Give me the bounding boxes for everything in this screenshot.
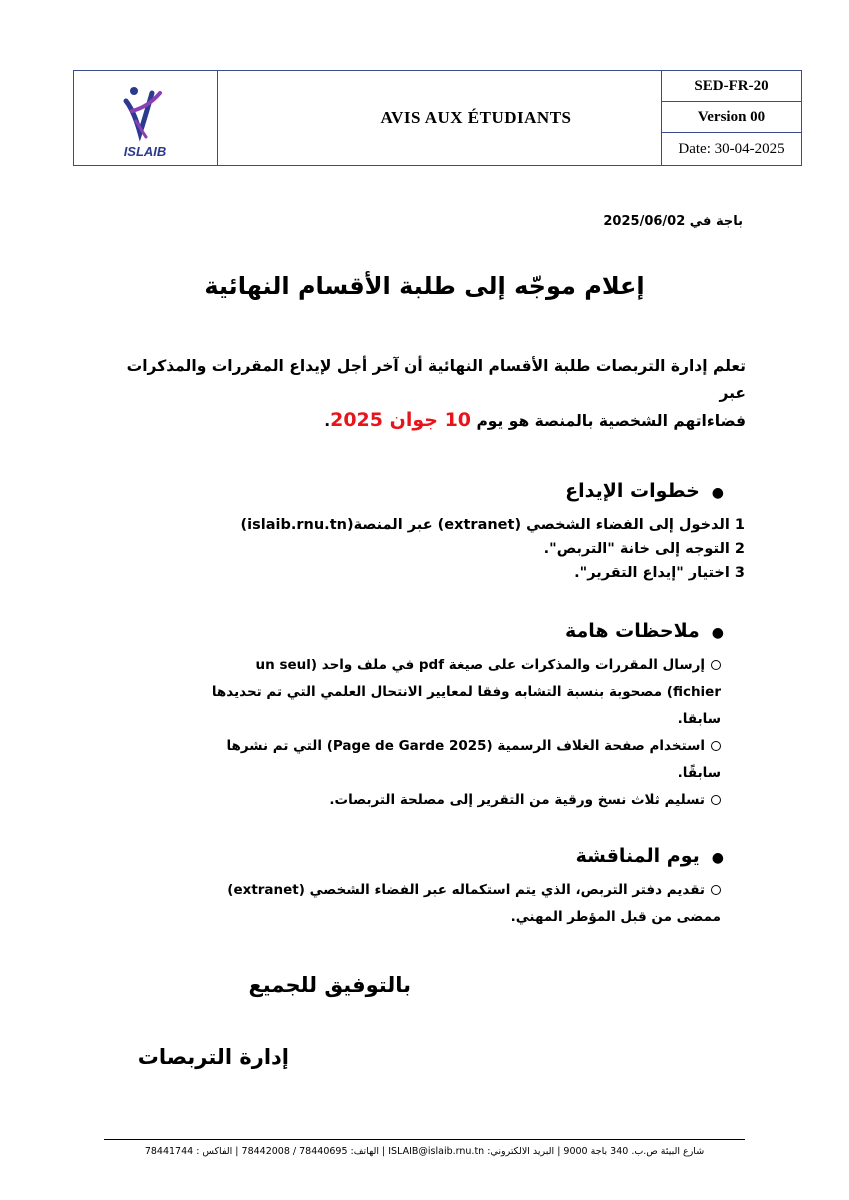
header-table	[73, 70, 802, 166]
bullet-icon: ●	[711, 624, 724, 641]
defense-heading: يوم المناقشة	[575, 845, 700, 867]
circle-bullet-icon	[711, 741, 721, 751]
note-1-line-1: إرسال المقررات والمذكرات على صيغة pdf في ملف واحد (un seul	[255, 657, 705, 673]
circle-bullet-icon	[711, 795, 721, 805]
doc-date: Date: 30-04-2025	[678, 140, 785, 157]
deposit-step-1: 1 الدخول إلى الفضاء الشخصي (extranet) عبر المنصة(islaib.rnu.tn)	[240, 517, 745, 533]
note-2-line-2: سابقًا.	[677, 765, 721, 781]
intro-line-2-end: .	[324, 412, 331, 430]
logo-cell	[74, 71, 218, 165]
notes-list	[121, 652, 721, 814]
note-1	[121, 652, 721, 733]
deposit-steps	[105, 513, 745, 585]
letter-date-value: 2025/06/02	[603, 214, 686, 229]
doc-code: SED-FR-20	[662, 71, 801, 102]
note-2	[121, 733, 721, 787]
notice-title: AVIS AUX ÉTUDIANTS	[380, 108, 572, 127]
letter-date-prefix: باجة في	[689, 214, 743, 229]
doc-version: Version 00	[662, 102, 801, 133]
letter-date	[603, 214, 743, 229]
islaib-logo	[74, 71, 218, 164]
note-1-line-2: fichier) مصحوبة بنسبة التشابه وفقا لمعايير الانتحال العلمي التي تم تحديدها	[211, 684, 721, 700]
section-deposit-heading	[124, 480, 724, 502]
deposit-step-3: 3 اختيار "إيداع التقرير".	[574, 565, 745, 581]
intro-paragraph	[101, 353, 746, 435]
defense-list	[121, 877, 721, 931]
logo-text: ISLAIB	[123, 144, 167, 159]
bullet-icon: ●	[711, 484, 724, 501]
note-3	[121, 787, 721, 814]
note-1-line-3: سابقا.	[677, 711, 721, 727]
meta-cell	[661, 71, 801, 165]
defense-item-1-line-1: تقديم دفتر التربص، الذي يتم استكماله عبر الفضاء الشخصي (extranet)	[227, 882, 705, 898]
intro-line-1: تعلم إدارة التربصات طلبة الأقسام النهائية أن آخر أجل لإيداع المقررات والمذكرات عبر	[126, 357, 746, 402]
closing-text: بالتوفيق للجميع	[248, 973, 411, 997]
signature: إدارة التربصات	[137, 1045, 289, 1069]
defense-item-1-line-2: ممضى من قبل المؤطر المهني.	[510, 909, 721, 925]
notes-heading: ملاحظات هامة	[564, 620, 700, 642]
circle-bullet-icon	[711, 660, 721, 670]
footer-contact: شارع البيئة ص.ب. 340 باجة 9000 | البريد الالكتروني: ISLAIB@islaib.rnu.tn | الهاتف: 78440695 / 78442008 | الفاكس : 78441744	[144, 1146, 705, 1157]
section-defense-heading	[124, 845, 724, 867]
note-2-line-1: استخدام صفحة الغلاف الرسمية (Page de Garde 2025) التي تم نشرها	[226, 738, 705, 754]
deadline: 10 جوان 2025	[330, 409, 472, 431]
deposit-heading: خطوات الإيداع	[565, 480, 700, 502]
intro-line-2	[101, 407, 746, 435]
defense-item-1	[121, 877, 721, 931]
note-3-line-1: تسليم ثلاث نسخ ورقية من التقرير إلى مصلحة التربصات.	[329, 792, 705, 808]
intro-line-2-start: فضاءاتهم الشخصية بالمنصة هو يوم	[476, 412, 746, 430]
circle-bullet-icon	[711, 885, 721, 895]
footer-divider	[104, 1139, 745, 1140]
section-notes-heading	[124, 620, 724, 642]
bullet-icon: ●	[711, 849, 724, 866]
deposit-step-2: 2 التوجه إلى خانة "التربص".	[543, 541, 745, 557]
page-title: إعلام موجّه إلى طلبة الأقسام النهائية	[204, 272, 645, 300]
